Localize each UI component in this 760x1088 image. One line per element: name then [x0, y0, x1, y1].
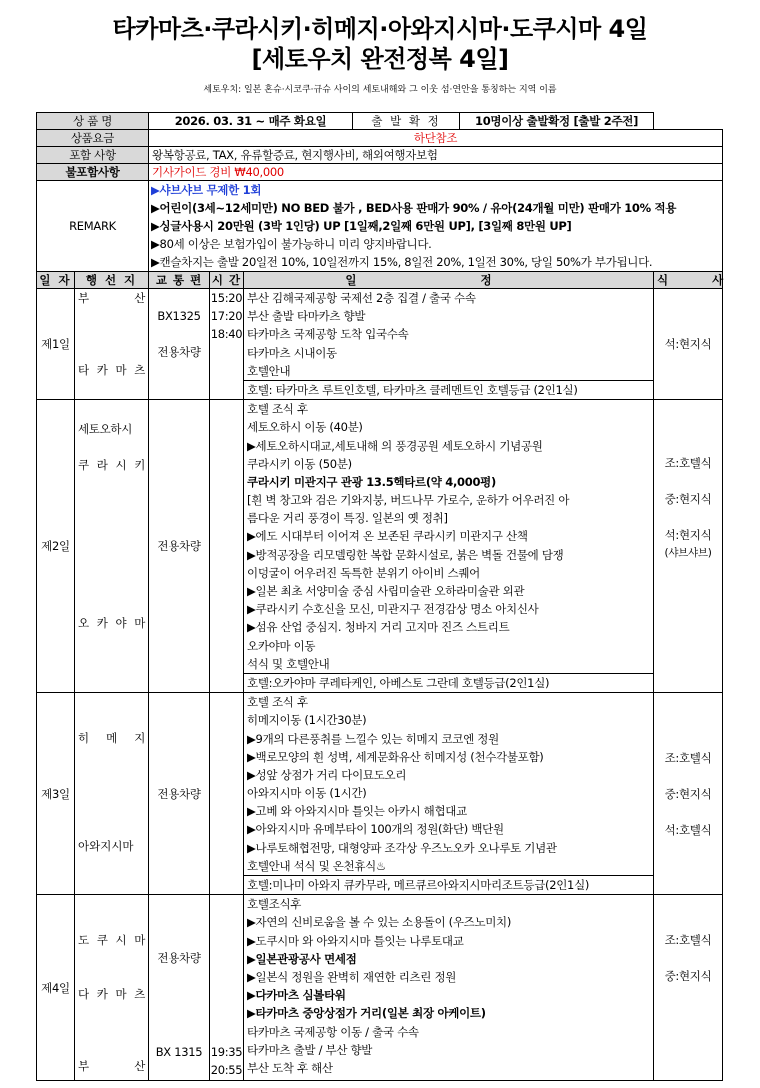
day-schedule [244, 400, 654, 693]
transport-mode: 전용차량 [157, 345, 201, 359]
col-area: 행 선 지 [75, 272, 149, 289]
schedule-line: 쿠라시키 미관지구 관광 13.5헥타르(약 4,000평) [247, 474, 496, 489]
schedule-line: 타카마츠 시내이동 [247, 345, 337, 360]
schedule-line: 타카마츠 국제공항 도착 입국수속 [247, 327, 409, 342]
remark-list [149, 181, 723, 272]
area-name: 도 쿠 시 마 [78, 933, 146, 948]
time-value: 15:20 [210, 291, 243, 305]
schedule-line: 세토오하시 이동 (40분) [247, 420, 363, 435]
day-areas [75, 895, 149, 1081]
col-schedule: 일 정 [244, 272, 654, 289]
day-meals [654, 895, 723, 1081]
schedule-line: ▶성앞 상점가 거리 다이묘도오리 [247, 767, 407, 782]
day-times [210, 895, 244, 1081]
area-name: 다 카 마 츠 [78, 987, 146, 1002]
day-areas [75, 693, 149, 895]
day-schedule [244, 289, 654, 400]
schedule-line: ▶방적공장을 리모델링한 복합 문화시설로, 붉은 벽돌 건물에 담쟁 [247, 547, 564, 562]
schedule-line: ▶나루토해협전망, 대형양파 조각상 우즈노오카 오나루토 기념관 [247, 840, 557, 855]
schedule-line: ▶다카마츠 심볼타워 [247, 988, 346, 1003]
schedule-line: ▶일본관광공사 면세점 [247, 951, 357, 966]
day-transport [149, 289, 210, 400]
meal-item: 석:호텔식 [664, 822, 712, 837]
schedule-line: 부산 도착 후 해산 [247, 1060, 333, 1075]
remark-label: REMARK [37, 181, 149, 272]
departure-value: 10명이상 출발확정 [출발 2주전] [475, 114, 639, 128]
day-schedule [244, 693, 654, 895]
schedule-line: 호텔 조식 후 [247, 402, 308, 417]
schedule-line: 부산 김해국제공항 국제선 2층 집결 / 출국 수속 [247, 291, 476, 305]
transport-mode: 전용차량 [149, 693, 210, 895]
meal-item: 중:현지식 [664, 969, 712, 984]
time-value: 19:35 [210, 1045, 243, 1060]
meal-item: 조:호텔식 [664, 456, 712, 471]
area-name: 쿠 라 시 키 [78, 458, 146, 473]
col-meal: 식 사 [654, 272, 723, 289]
schedule-line: 쿠라시키 이동 (50분) [247, 456, 352, 471]
schedule-line: ▶에도 시대부터 이어져 온 보존된 쿠라시키 미관지구 산책 [247, 529, 528, 544]
day-times [210, 400, 244, 693]
product-value [149, 113, 654, 130]
schedule-line: 히메지이동 (1시간30분) [247, 713, 367, 728]
flight-number: BX 1315 [155, 1045, 203, 1060]
schedule-line: ▶섬유 산업 중심지. 청바지 거리 고지마 진즈 스트리트 [247, 620, 510, 635]
area-name: 히 메 지 [78, 731, 146, 746]
price-label: 상품요금 [37, 130, 149, 147]
schedule-line: 호텔안내 석식 및 온천휴식♨ [247, 858, 386, 873]
schedule-line: 호텔조식후 [247, 897, 302, 912]
schedule-line: ▶자연의 신비로움을 볼 수 있는 소용돌이 (우즈노미치) [247, 915, 512, 930]
remark-item: ▶샤브샤브 무제한 1회 [151, 183, 262, 197]
day-transport [149, 895, 210, 1081]
meal-item: (샤브샤브) [664, 547, 712, 560]
day-meals [654, 693, 723, 895]
itinerary-table [36, 112, 744, 1081]
price-value: 하단참조 [149, 130, 723, 147]
schedule-line: ▶타카마츠 중앙상점가 거리(일본 최장 아케이트) [247, 1006, 486, 1021]
meal-item: 중:현지식 [664, 492, 712, 507]
schedule-line: ▶아와지시마 유메부타이 100개의 정원(화단) 백단원 [247, 822, 504, 837]
area-name: 타 카 마 츠 [78, 363, 146, 377]
schedule-line: ▶백로모양의 흰 성벽, 세계문화유산 히메지성 (천수각불포함) [247, 749, 544, 764]
col-time: 시 간 [210, 272, 244, 289]
product-label: 상 품 명 [37, 113, 149, 130]
time-value: 17:20 [210, 309, 243, 323]
schedule-line: [흰 벽 창고와 검은 기와지붕, 버드나무 가로수, 운하가 어우러진 아 [247, 493, 570, 508]
meal-item: 석:현지식 [664, 528, 712, 543]
itinerary-page [0, 14, 760, 1088]
schedule-line: 타카마츠 출발 / 부산 향발 [247, 1042, 373, 1057]
page-subtitle: [세토우치 완전정복 4일] [251, 45, 509, 73]
day-meals [654, 289, 723, 400]
meal-item: 석:현지식 [664, 337, 712, 352]
day-meals [654, 400, 723, 693]
area-name: 아와지시마 [78, 839, 134, 854]
hotel-info: 호텔:오카야마 쿠레타케인, 아베스토 그란데 호텔등급(2인1실) [244, 673, 653, 692]
schedule-line: 호텔안내 [247, 363, 291, 378]
schedule-line: ▶쿠라시키 수호신을 모신, 미관지구 전경감상 명소 아치신사 [247, 602, 539, 617]
schedule-line: 부산 출발 타마카츠 향발 [247, 309, 366, 324]
day-label: 제3일 [37, 693, 75, 895]
day-areas [75, 400, 149, 693]
schedule-line: ▶9개의 다른풍취를 느낄수 있는 히메지 코코엔 정원 [247, 731, 499, 746]
schedule-line: 석식 및 호텔안내 [247, 656, 330, 671]
hotel-info: 호텔:미나미 아와지 큐카무라, 메르큐르아와지시마리조트등급(2인1실) [244, 875, 653, 894]
time-value: 20:55 [210, 1063, 243, 1078]
meal-item: 조:호텔식 [664, 750, 712, 765]
region-note: 세토우치: 일본 혼슈·시코쿠·규슈 사이의 세토내해와 그 이웃 섬·연안을 통칭하는 지역 이름 [203, 85, 557, 95]
day-times [210, 289, 244, 400]
includes-label: 포함 사항 [37, 147, 149, 164]
excludes-value: 기사가이드 경비 ₩40,000 [149, 164, 723, 181]
schedule-line: 호텔 조식 후 [247, 695, 308, 710]
day-label: 제2일 [37, 400, 75, 693]
schedule-line: 아와지시마 이동 (1시간) [247, 786, 367, 801]
day-times [210, 693, 244, 895]
excludes-label: 불포함사항 [37, 164, 149, 181]
product-date: 2026. 03. 31 ~ 매주 화요일 [174, 114, 327, 128]
schedule-line: ▶일본 최초 서양미술 중심 사립미술관 오하라미술관 외관 [247, 584, 525, 598]
includes-value: 왕복항공료, TAX, 유류할증료, 현지행사비, 해외여행자보험 [149, 147, 723, 164]
schedule-line: 이덩굴이 어우러진 독특한 분위기 아이비 스퀘어 [247, 565, 480, 580]
transport-mode: 전용차량 [149, 400, 210, 693]
remark-item: ▶80세 이상은 보험가입이 불가능하니 미리 양지바랍니다. [151, 237, 432, 251]
schedule-line: ▶일본식 정원을 완벽히 재연한 리츠린 정원 [247, 969, 457, 984]
transport-mode: 전용차량 [157, 951, 201, 966]
col-transport: 교 통 편 [149, 272, 210, 289]
area-name: 부 산 [78, 291, 146, 305]
hotel-info: 호텔: 타카마츠 루트인호텔, 타카마츠 클레멘트인 호텔등급 (2인1실) [244, 380, 653, 399]
remark-item: ▶어린이(3세~12세미만) NO BED 불가 , BED사용 판매가 90% / 유아(24개월 미만) 판매가 10% 적용 [151, 201, 677, 215]
day-schedule [244, 895, 654, 1081]
schedule-line: ▶세토오하시대교,세토내해 의 풍경공원 세토오하시 기념공원 [247, 438, 543, 453]
remark-item: ▶캔슬차지는 출발 20일전 10%, 10일전까지 15%, 8일전 20%, 1일전 30%, 당일 50%가 부가됩니다. [151, 255, 653, 269]
schedule-line: ▶도쿠시마 와 아와지시마 틀잇는 나루토대교 [247, 933, 464, 948]
schedule-line: 타카마츠 국제공항 이동 / 출국 수속 [247, 1024, 419, 1039]
col-day: 일 자 [37, 272, 75, 289]
schedule-line: 름다운 거리 풍경이 특징. 일본의 옛 정취] [247, 511, 448, 526]
schedule-line: ▶고베 와 아와지시마 틀잇는 아카시 해협대교 [247, 804, 467, 819]
day-label: 제1일 [37, 289, 75, 400]
time-value: 18:40 [210, 327, 243, 341]
schedule-line: 오카야마 이동 [247, 638, 316, 653]
flight-number: BX1325 [157, 309, 201, 323]
day-label: 제4일 [37, 895, 75, 1081]
page-title: 타카마츠·쿠라시키·히메지·아와지시마·도쿠시마 4일 [112, 15, 648, 43]
day-areas [75, 289, 149, 400]
area-name: 오 카 야 마 [78, 616, 146, 631]
meal-item: 조:호텔식 [664, 933, 712, 948]
remark-item: ▶싱글사용시 20만원 (3박 1인당) UP [1일째,2일째 6만원 UP], [3일째 8만원 UP] [151, 219, 572, 233]
meal-item: 중:현지식 [664, 786, 712, 801]
area-name: 세토오하시 [78, 422, 133, 437]
departure-label: 출 발 확 정 [352, 113, 460, 129]
area-name: 부 산 [78, 1059, 146, 1074]
